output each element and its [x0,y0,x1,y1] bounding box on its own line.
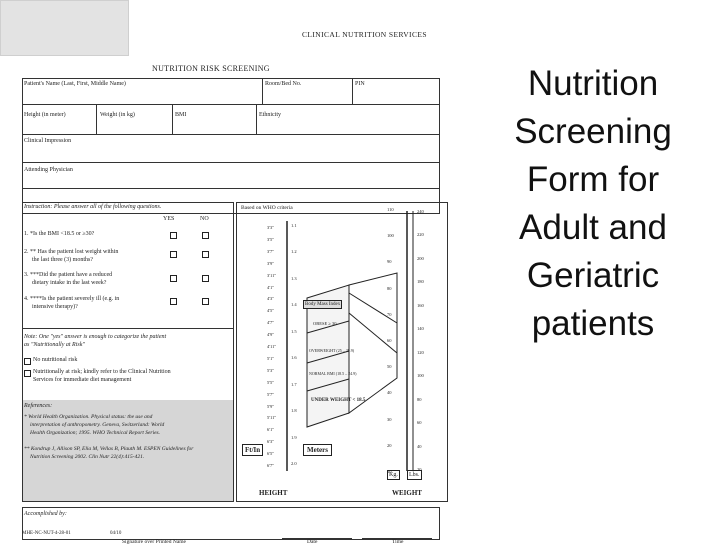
ftin-tick-label: 3'3" [267,225,275,230]
kg-tick-label: 90 [387,259,392,265]
kg-tick-label: 40 [387,390,392,396]
instructions: Instruction: Please answer all of the following questions. [24,204,162,210]
lbs-tick-label: 120 [417,349,424,355]
yes-header: YES [163,216,175,222]
dept-title: CLINICAL NUTRITION SERVICES [302,30,427,39]
q4-yes-checkbox[interactable] [170,298,177,305]
chart-caption: Based on WHO criteria [241,205,293,211]
overweight-label: OVERWEIGHT (25 – 29.9) [309,348,355,353]
question-4-cont: intensive therapy)? [32,304,78,310]
signature-label: Signature over Printed Name [122,539,186,545]
ftin-tick-label: 5'5" [267,379,275,385]
patient-info-box [22,78,440,214]
no-risk-option: No nutritional risk [33,357,78,363]
kg-tick-label: 110 [387,207,394,212]
kg-tick-label: 20 [387,442,392,448]
ftin-tick-label: 5'9" [267,403,275,409]
q1-no-checkbox[interactable] [202,232,209,239]
question-4: 4. ****Is the patient severely ill (e.g. in [24,296,120,302]
signature-box [22,507,440,540]
ftin-tick-label: 6'3" [267,439,275,445]
question-3-cont: dietary intake in the last week? [32,280,107,286]
kg-tick-label: 50 [387,364,392,370]
ftin-tick-label: 6'1" [267,427,275,433]
obese-label: OBESE ≥ 30 [313,321,337,326]
question-3: 3. ***Did the patient have a reduced [24,272,113,278]
q2-no-checkbox[interactable] [202,251,209,258]
room-label: Room/Bed No. [265,81,302,87]
meter-tick-label: 1.1 [291,223,297,228]
form-heading: NUTRITION RISK SCREENING [152,64,270,73]
ftin-tick-label: 3'5" [267,236,275,242]
kg-tick-label: 60 [387,338,392,343]
lbs-tick-label: 80 [417,396,422,402]
q3-no-checkbox[interactable] [202,275,209,282]
ftin-tick-label: 4'5" [267,308,275,314]
meter-tick-label: 1.7 [291,381,297,387]
ftin-tick-label: 5'3" [267,367,275,373]
question-1: 1. *Is the BMI <18.5 or ≥30? [24,231,95,237]
lbs-tick-label: 140 [417,326,424,332]
form-code: MHE-NC-NUT-4-28-01 [22,531,71,536]
ftin-tick-label: 4'3" [267,296,275,302]
ftin-tick-label: 6'5" [267,451,275,457]
ftin-tick-label: 4'9" [267,332,275,338]
lbs-tick-label: 20 [417,467,422,472]
reference-line: * World Health Organization. Physical status: the use and [24,414,153,420]
reference-line: interpretation of anthropometry. Geneva, Switzerland: World [30,422,165,428]
date-label: Date [307,539,318,545]
q4-no-checkbox[interactable] [202,298,209,305]
meter-tick-label: 1.8 [291,408,297,414]
meter-tick-label: 1.2 [291,249,297,255]
ftin-tick-label: 4'11" [267,344,277,349]
meter-tick-label: 1.4 [291,302,297,308]
bmi-label: BMI [175,112,187,118]
no-header: NO [200,216,209,222]
kg-tick-label: 80 [387,285,392,291]
ftin-tick-label: 4'7" [267,320,275,326]
title-line: Adult and [519,208,667,247]
ftin-tick-label: 3'7" [267,248,275,254]
meter-tick-label: 1.6 [291,355,297,361]
patient-name-label: Patient's Name (Last, First, Middle Name) [24,81,126,87]
ftin-tick-label: 3'11" [267,272,277,278]
question-2-cont: the last three (3) months? [32,257,93,263]
underweight-label: UNDER WEIGHT < 18.5 [311,398,366,403]
note-line-1: Note: One "yes" answer is enough to categorize the patient [24,334,167,340]
physician-label: Attending Physician [24,167,73,173]
at-risk-checkbox[interactable] [24,370,31,377]
q1-yes-checkbox[interactable] [170,232,177,239]
time-label: Time [392,539,404,545]
accomplished-label: Accomplished by: [24,511,67,517]
pin-label: PIN [355,81,365,87]
ftin-tick-label: 5'11" [267,415,277,421]
q2-yes-checkbox[interactable] [170,251,177,258]
kg-tick-label: 70 [387,311,392,317]
ethnicity-label: Ethnicity [259,112,281,118]
ftin-tick-label: 4'1" [267,284,275,290]
ftin-tick-label: 5'7" [267,391,275,397]
at-risk-option-cont: Services for immediate diet management [33,377,132,383]
kg-tick-label: 30 [387,416,392,422]
reference-line: ** Kondrup J, Allison SP, Elia M, Vellas B, Plauth M. ESPEN Guidelines for [24,446,194,452]
lbs-tick-label: 40 [417,443,422,449]
lbs-tick-label: 200 [417,255,424,261]
height-label: Height (in meter) [24,112,66,118]
lbs-tick-label: 180 [417,279,424,285]
meter-tick-label: 1.3 [291,275,297,281]
ftin-tick-label: 6'7" [267,463,275,468]
title-line: Form for [526,160,660,199]
lbs-tick-label: 240 [417,209,424,214]
references-title: References: [24,403,53,409]
q3-yes-checkbox[interactable] [170,275,177,282]
clinical-impression-label: Clinical Impression [24,138,72,144]
bmi-nomogram [236,202,448,502]
lbs-label: Lbs. [409,472,420,478]
meter-tick-label: 2.0 [291,461,297,466]
kg-tick-label: 10 [387,469,392,474]
weight-axis-label: WEIGHT [392,489,422,497]
title-line: Screening [514,112,672,151]
height-axis-label: HEIGHT [259,489,288,497]
lbs-tick-label: 220 [417,232,424,238]
slide-title [488,60,698,348]
kg-tick-label: 100 [387,233,394,239]
ftin-tick-label: 5'1" [267,355,275,361]
at-risk-option: Nutritionally at risk; kindly refer to the Clinical Nutrition [33,369,171,375]
nutrition-form [22,28,447,545]
title-line: Geriatric [526,256,660,295]
meter-tick-label: 1.5 [291,328,297,334]
title-line: patients [531,304,655,343]
no-risk-checkbox[interactable] [24,358,31,365]
reference-line: Nutrition Screening 2002. Clin Nutr 22(4):415-421. [30,454,145,460]
title-line: Nutrition [527,64,659,103]
question-2: 2. ** Has the patient lost weight within [24,249,119,255]
meter-tick-label: 1.9 [291,434,297,440]
weight-label: Weight (in kg) [100,112,135,118]
lbs-tick-label: 160 [417,302,424,308]
lbs-tick-label: 100 [417,373,424,379]
reference-line: Health Organization; 1995. WHO Technical Report Series. [30,430,161,436]
kg-label: Kg. [389,472,398,478]
bmi-label: Body Mass Index [305,302,341,307]
ftin-tick-label: 3'9" [267,260,275,266]
note-line-2: as "Nutritionally at Risk" [24,342,85,348]
form-rev: 04/10 [110,531,122,536]
lbs-tick-label: 60 [417,420,422,426]
meters-label: Meters [303,444,332,456]
normal-label: NORMAL BMI (18.5 – 24.9) [309,371,357,376]
ftin-label: Ft/In [242,444,263,456]
